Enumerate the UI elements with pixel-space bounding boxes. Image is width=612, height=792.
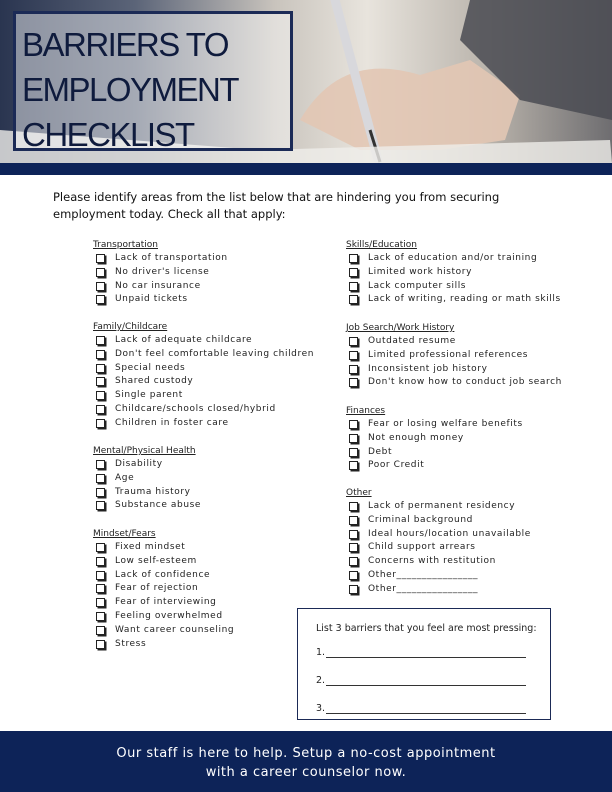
- checkbox[interactable]: [96, 295, 105, 304]
- checkbox[interactable]: [349, 420, 358, 429]
- checklist-item[interactable]: [93, 499, 201, 513]
- item-label: Lack of confidence: [115, 569, 211, 580]
- title-line-2: EMPLOYMENT: [22, 71, 239, 108]
- checklist-item[interactable]: [93, 389, 314, 403]
- checklist-item[interactable]: [93, 555, 234, 569]
- section-skills-education: [346, 238, 561, 307]
- item-label: Single parent: [115, 390, 183, 401]
- section-job-search: [346, 321, 562, 390]
- checkbox[interactable]: [96, 460, 105, 469]
- checklist-item[interactable]: [93, 293, 228, 307]
- checklist-item[interactable]: [346, 363, 562, 377]
- checklist-item[interactable]: [93, 596, 234, 610]
- checklist-item[interactable]: [346, 446, 523, 460]
- item-label: No driver's license: [115, 266, 210, 277]
- checkbox[interactable]: [96, 474, 105, 483]
- checkbox[interactable]: [96, 391, 105, 400]
- checklist-item[interactable]: [346, 252, 561, 266]
- checkbox[interactable]: [96, 571, 105, 580]
- checkbox[interactable]: [96, 543, 105, 552]
- checklist-item[interactable]: [346, 418, 523, 432]
- item-label: Childcare/schools closed/hybrid: [115, 403, 276, 414]
- item-label: Lack of education and/or training: [368, 253, 538, 263]
- checklist-item[interactable]: [346, 541, 531, 555]
- line-number: 2.: [316, 675, 326, 686]
- section-family-childcare: [93, 320, 314, 431]
- footer-banner: [0, 731, 612, 792]
- checklist-item[interactable]: [346, 280, 561, 294]
- write-in-line[interactable]: [326, 646, 526, 658]
- checklist-item[interactable]: [93, 569, 234, 583]
- checklist-item[interactable]: [346, 500, 531, 514]
- item-label: Ideal hours/location unavailable: [368, 528, 531, 539]
- checkbox[interactable]: [96, 377, 105, 386]
- checkbox[interactable]: [96, 598, 105, 607]
- item-label: Lack computer sills: [368, 280, 467, 291]
- checkbox[interactable]: [96, 640, 105, 649]
- pressing-label: List 3 barriers that you feel are most pressing:: [316, 623, 537, 634]
- item-label: Concerns with restitution: [368, 556, 496, 567]
- checklist-item[interactable]: [93, 375, 314, 389]
- checklist-item[interactable]: [346, 376, 562, 390]
- item-label: Fixed mindset: [115, 542, 186, 552]
- item-label: Limited professional references: [368, 349, 529, 360]
- item-label: No car insurance: [115, 280, 201, 291]
- checklist-item[interactable]: [93, 403, 314, 417]
- item-label: Substance abuse: [115, 500, 202, 511]
- item-label: Lack of transportation: [115, 253, 228, 263]
- checkbox[interactable]: [96, 282, 105, 291]
- checkbox[interactable]: [349, 282, 358, 291]
- checkbox[interactable]: [349, 571, 358, 580]
- checkbox[interactable]: [96, 268, 105, 277]
- line-number: 3.: [316, 703, 326, 714]
- item-label: Stress: [115, 638, 147, 649]
- checkbox[interactable]: [349, 557, 358, 566]
- checklist-item[interactable]: [346, 432, 523, 446]
- checklist-item[interactable]: [93, 362, 314, 376]
- checklist-item[interactable]: [346, 583, 531, 597]
- item-label: Fear of interviewing: [115, 597, 217, 608]
- checkbox[interactable]: [96, 501, 105, 510]
- item-label: Want career counseling: [115, 624, 235, 635]
- intro-text: Please identify areas from the list below that are hindering you from securing employment today. Check all that apply:: [53, 190, 500, 221]
- item-label: Age: [115, 472, 135, 483]
- item-label: Don't feel comfortable leaving children: [115, 348, 315, 359]
- item-label: Lack of adequate childcare: [115, 335, 253, 345]
- checkbox[interactable]: [349, 530, 358, 539]
- header-banner: [0, 0, 612, 163]
- checklist-item[interactable]: [346, 555, 531, 569]
- line-number: 1.: [316, 647, 326, 658]
- checklist-item[interactable]: [93, 458, 201, 472]
- item-label: Other________________: [368, 569, 479, 580]
- item-label: Low self-esteem: [115, 555, 197, 566]
- section-other: [346, 486, 531, 597]
- item-label: Disability: [115, 459, 163, 469]
- section-heading: Transportation: [93, 240, 158, 250]
- checkbox[interactable]: [349, 543, 358, 552]
- checkbox[interactable]: [96, 626, 105, 635]
- checkbox[interactable]: [349, 434, 358, 443]
- header-stripe: [0, 163, 612, 175]
- checkbox[interactable]: [96, 350, 105, 359]
- section-transportation: [93, 238, 228, 307]
- item-label: Inconsistent job history: [368, 363, 488, 374]
- item-label: Children in foster care: [115, 417, 229, 428]
- checkbox[interactable]: [349, 351, 358, 360]
- checkbox[interactable]: [349, 516, 358, 525]
- item-label: Limited work history: [368, 266, 473, 277]
- item-label: Lack of permanent residency: [368, 501, 516, 511]
- checkbox[interactable]: [96, 419, 105, 428]
- item-label: Lack of writing, reading or math skills: [368, 294, 561, 305]
- checklist-item[interactable]: [93, 252, 228, 266]
- checklist-item[interactable]: [346, 266, 561, 280]
- checklist-item[interactable]: [93, 348, 314, 362]
- item-label: Feeling overwhelmed: [115, 610, 223, 621]
- checkbox[interactable]: [96, 557, 105, 566]
- checklist-item[interactable]: [93, 610, 234, 624]
- checklist-item[interactable]: [93, 582, 234, 596]
- item-label: Not enough money: [368, 432, 464, 443]
- section-finances: [346, 404, 523, 473]
- footer-line-2: with a career counselor now.: [205, 765, 407, 780]
- checkbox[interactable]: [349, 448, 358, 457]
- checkbox[interactable]: [349, 295, 358, 304]
- checkbox[interactable]: [349, 254, 358, 263]
- section-heading: Family/Childcare: [93, 322, 168, 332]
- checkbox[interactable]: [96, 254, 105, 263]
- title-line-1: BARRIERS TO: [22, 26, 229, 63]
- item-label: Fear or losing welfare benefits: [368, 419, 523, 429]
- checklist-item[interactable]: [346, 569, 531, 583]
- checklist-item[interactable]: [93, 472, 201, 486]
- checklist-item[interactable]: [346, 335, 562, 349]
- checklist-item[interactable]: [93, 541, 234, 555]
- checklist-item[interactable]: [346, 528, 531, 542]
- title-line-3: CHECKLIST: [22, 116, 194, 153]
- checklist-item[interactable]: [93, 280, 228, 294]
- item-label: Don't know how to conduct job search: [368, 377, 562, 388]
- title-box: [13, 11, 293, 151]
- section-heading: Mindset/Fears: [93, 529, 156, 539]
- section-heading: Mental/Physical Health: [93, 446, 196, 456]
- pressing-line-1[interactable]: [316, 646, 526, 658]
- item-label: Shared custody: [115, 376, 194, 387]
- checklist-item[interactable]: [346, 349, 562, 363]
- checkbox[interactable]: [349, 502, 358, 511]
- checkbox[interactable]: [349, 337, 358, 346]
- pressing-barriers-box: [297, 608, 551, 720]
- checkbox[interactable]: [96, 612, 105, 621]
- write-in-line[interactable]: [326, 674, 526, 686]
- write-in-line[interactable]: [326, 702, 526, 714]
- checklist-item[interactable]: [93, 266, 228, 280]
- checkbox[interactable]: [349, 585, 358, 594]
- checkbox[interactable]: [96, 364, 105, 373]
- section-heading: Job Search/Work History: [346, 323, 455, 333]
- item-label: Special needs: [115, 362, 186, 373]
- section-mental-physical-health: [93, 444, 201, 513]
- checkbox[interactable]: [96, 336, 105, 345]
- page-title: [22, 22, 238, 157]
- item-label: Poor Credit: [368, 460, 425, 471]
- checklist-item[interactable]: [93, 624, 234, 638]
- pressing-line-3[interactable]: [316, 702, 526, 714]
- item-label: Fear of rejection: [115, 583, 199, 594]
- item-label: Unpaid tickets: [115, 294, 188, 305]
- checklist-item[interactable]: [93, 486, 201, 500]
- checkbox[interactable]: [96, 405, 105, 414]
- section-mindset-fears: [93, 527, 234, 651]
- footer-line-1: Our staff is here to help. Setup a no-cost appointment: [116, 746, 496, 761]
- checklist-item[interactable]: [346, 293, 561, 307]
- item-label: Criminal background: [368, 514, 473, 525]
- checklist-item[interactable]: [346, 459, 523, 473]
- section-heading: Skills/Education: [346, 240, 417, 250]
- item-label: Debt: [368, 446, 393, 457]
- checkbox[interactable]: [349, 461, 358, 470]
- checkbox[interactable]: [96, 584, 105, 593]
- checkbox[interactable]: [349, 365, 358, 374]
- checkbox[interactable]: [96, 488, 105, 497]
- checklist-item[interactable]: [346, 514, 531, 528]
- checkbox[interactable]: [349, 268, 358, 277]
- item-label: Other________________: [368, 583, 479, 594]
- checklist-item[interactable]: [93, 417, 314, 431]
- pressing-line-2[interactable]: [316, 674, 526, 686]
- checkbox[interactable]: [349, 378, 358, 387]
- section-heading: Other: [346, 488, 372, 498]
- section-heading: Finances: [346, 406, 386, 416]
- item-label: Child support arrears: [368, 542, 476, 553]
- item-label: Trauma history: [115, 486, 191, 497]
- checklist-item[interactable]: [93, 638, 234, 652]
- item-label: Outdated resume: [368, 336, 456, 346]
- checklist-item[interactable]: [93, 334, 314, 348]
